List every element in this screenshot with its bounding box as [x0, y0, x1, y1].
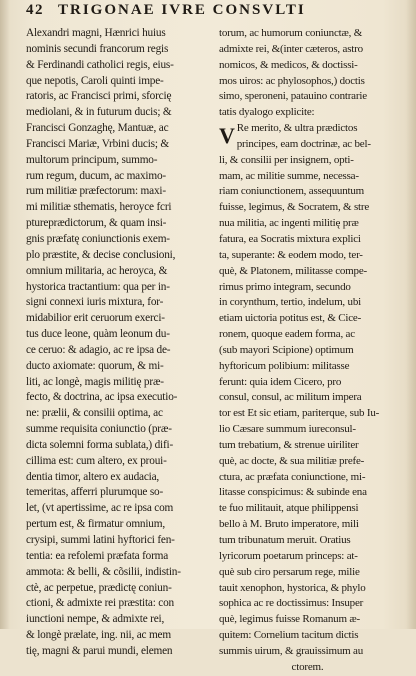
- text-line: bello à M. Bruto imperatore, mili: [219, 518, 359, 531]
- text-line: Alexandri magni, Hænrici huius: [26, 27, 166, 39]
- text-line: què sub ciro persarum rege, milie: [219, 565, 360, 578]
- text-line: ctè, ac perpetue, prædictę coniun-: [26, 581, 172, 594]
- text-line: rum regum, ducum, ac maximo-: [26, 169, 166, 182]
- text-line: ctura, ac præfata coniunctione, mi-: [219, 470, 366, 483]
- text-line: ctioni, & admixte rei præstita: con: [26, 597, 174, 610]
- right-column: [219, 26, 396, 676]
- text-line: signi connexi iuris mixtura, for-: [26, 296, 164, 309]
- text-line: torum, ac humorum coniunctæ, &: [219, 27, 363, 39]
- text-line: fecto, & doctrina, ac ipsa executio-: [26, 391, 178, 404]
- text-line: tum tribunatum meruit. Oratius: [219, 534, 351, 546]
- text-line: rimus primo integram, secundo: [219, 280, 351, 293]
- text-line: lio Cæsare summum iureconsul-: [219, 423, 356, 436]
- text-line: pertum est, & firmatur omnium,: [26, 518, 165, 531]
- text-line: tum trebatium, & strenue uiriliter: [219, 438, 359, 451]
- text-line: lyricorum poetarum princeps: at-: [219, 549, 358, 562]
- text-line: & Ferdinandi catholici regis, eius-: [26, 58, 174, 71]
- text-line: simo, speroneni, patauino contrarie: [219, 90, 367, 103]
- text-line: principes, eam doctrinæ, ac bel-: [236, 137, 371, 150]
- text-line: plo præstite, & decise conclusioni,: [26, 248, 176, 261]
- text-line: etiam uictoria potitus est, & Cice-: [219, 312, 362, 325]
- text-line: consul, consul, ac militum impera: [219, 391, 362, 404]
- text-line: fatura, ea Socratis mixtura explici: [219, 232, 361, 245]
- text-line: hystorica tractantium: qua per in-: [26, 280, 170, 293]
- initial-letter: V: [219, 123, 235, 149]
- text-line: mos uiros: ac phylosophos,) doctis: [219, 74, 365, 87]
- text-line: nominis secundi francorum regis: [26, 42, 169, 55]
- left-page-edge: [0, 0, 10, 629]
- text-line: nomicos, & medicos, & doctissi-: [219, 58, 358, 71]
- text-line: què, legimus fuisse Romanum æ-: [219, 613, 360, 626]
- text-line: Francisci Mariæ, Vrbini ducis; &: [26, 137, 170, 150]
- text-line: ne: prælii, & consilii optima, ac: [26, 407, 163, 420]
- text-line: ronem, quoque eadem forma, ac: [219, 328, 355, 341]
- text-line: & longè prælate, ing. nii, ac mem: [26, 629, 171, 642]
- text-line: gnis præfatę coniunctionis exem-: [26, 232, 170, 245]
- text-line: in corynthum, tertio, indelum, ubi: [219, 296, 361, 309]
- text-line: ferunt: quia idem Cicero, pro: [219, 375, 342, 388]
- line-text: Re merito, & ultra prædictos: [236, 122, 358, 135]
- text-line: tor est Et sic etiam, pariterque, sub Iu-: [219, 407, 380, 420]
- text-line: mi militiæ sthematis, heroyce fcri: [26, 201, 172, 214]
- text-line: sophica ac re doctissimus: Insuper: [219, 597, 364, 610]
- right-page-edge: [406, 0, 416, 629]
- text-line: omnium militaria, ac heroyca, &: [26, 264, 168, 277]
- text-line: te fuo militauit, atque philippensi: [219, 502, 359, 515]
- text-line: (sub mayori Scipione) optimum: [219, 343, 354, 356]
- text-line: tię, magni & parui mundi, elemen: [26, 644, 173, 657]
- text-line: admixte rei, &(inter cæteros, astro: [219, 42, 363, 55]
- text-line: dicta solemni forma sublata,) difi-: [26, 438, 174, 451]
- text-line: tauit xenophon, hystorica, & phylo: [219, 581, 366, 594]
- text-line: ducto axiomate: quorum, & mi-: [26, 359, 164, 372]
- text-line: iunctioni nempe, & admixte rei,: [26, 613, 165, 626]
- page-header: [26, 2, 398, 22]
- text-line: quitem: Cornelium tacitum dictis: [219, 629, 359, 642]
- text-line: liti, ac longè, magis militię præ-: [26, 375, 164, 388]
- text-line: let, (vt apertissime, ac re ipsa com: [26, 502, 174, 515]
- text-line: nua militia, ac ingenti militię præ: [219, 217, 359, 230]
- text-line: temeritas, afferri plurumque so-: [26, 486, 164, 499]
- text-line: summe requisita coniunctio (præ-: [26, 423, 172, 436]
- text-columns: [26, 26, 396, 676]
- text-line: midabilior erit ceruorum exerci-: [26, 312, 165, 325]
- text-line: hyftoricum polibium: militasse: [219, 359, 350, 372]
- text-line: Francisci Gonzaghę, Mantuæ, ac: [26, 122, 169, 135]
- text-line: ratoris, ac Francisci primi, sforcię: [26, 90, 172, 103]
- text-line: cillima est: cum altero, ex proui-: [26, 454, 167, 467]
- text-line: tatis dyalogo explicite:: [219, 106, 315, 119]
- text-line: ptureprædictorum, & quam insi-: [26, 217, 167, 230]
- page-number: 42: [26, 2, 44, 18]
- text-line: ammota: & belli, & cõsilii, indistin-: [26, 565, 181, 578]
- left-column: [26, 26, 208, 676]
- text-line: mediolani, & in futurum ducis; &: [26, 106, 172, 119]
- text-line: ta, superante: & eodem modo, ter-: [219, 248, 363, 261]
- text-line: tentia: ea refolemi præfata forma: [26, 549, 169, 562]
- text-line: tus duce leone, quàm leonum du-: [26, 328, 170, 341]
- text-line: li, & consilii per insignem, opti-: [219, 153, 354, 166]
- text-line: rum militiæ præfectorum: maxi-: [26, 185, 166, 198]
- running-head: TRIGONAE IVRE CONSVLTI: [58, 2, 306, 18]
- text-line: summis uirum, & grauissimum au: [219, 644, 364, 657]
- text-line: què, & Platonem, militasse compe-: [219, 264, 367, 277]
- text-line: crysipi, summi latini hyftorici fen-: [26, 534, 175, 546]
- text-line: litasse conspicimus: & subinde ena: [219, 486, 367, 499]
- text-line: riam coniunctionem, assequuntum: [219, 185, 365, 198]
- text-line: que nepotis, Caroli quinti impe-: [26, 74, 164, 87]
- text-line: fuisse, legimus, & Socratem, & stre: [219, 201, 370, 214]
- text-line: què, ac docte, & sua militiæ prefe-: [219, 454, 365, 467]
- text-line: multorum principum, summo-: [26, 153, 158, 166]
- text-line: ce ceruo: & adagio, ac re ipsa de-: [26, 343, 171, 356]
- text-line: ctorem.: [291, 660, 324, 673]
- text-line: dentia timor, altero ex audacia,: [26, 470, 160, 483]
- text-line: mam, ac militie summe, necessa-: [219, 169, 359, 182]
